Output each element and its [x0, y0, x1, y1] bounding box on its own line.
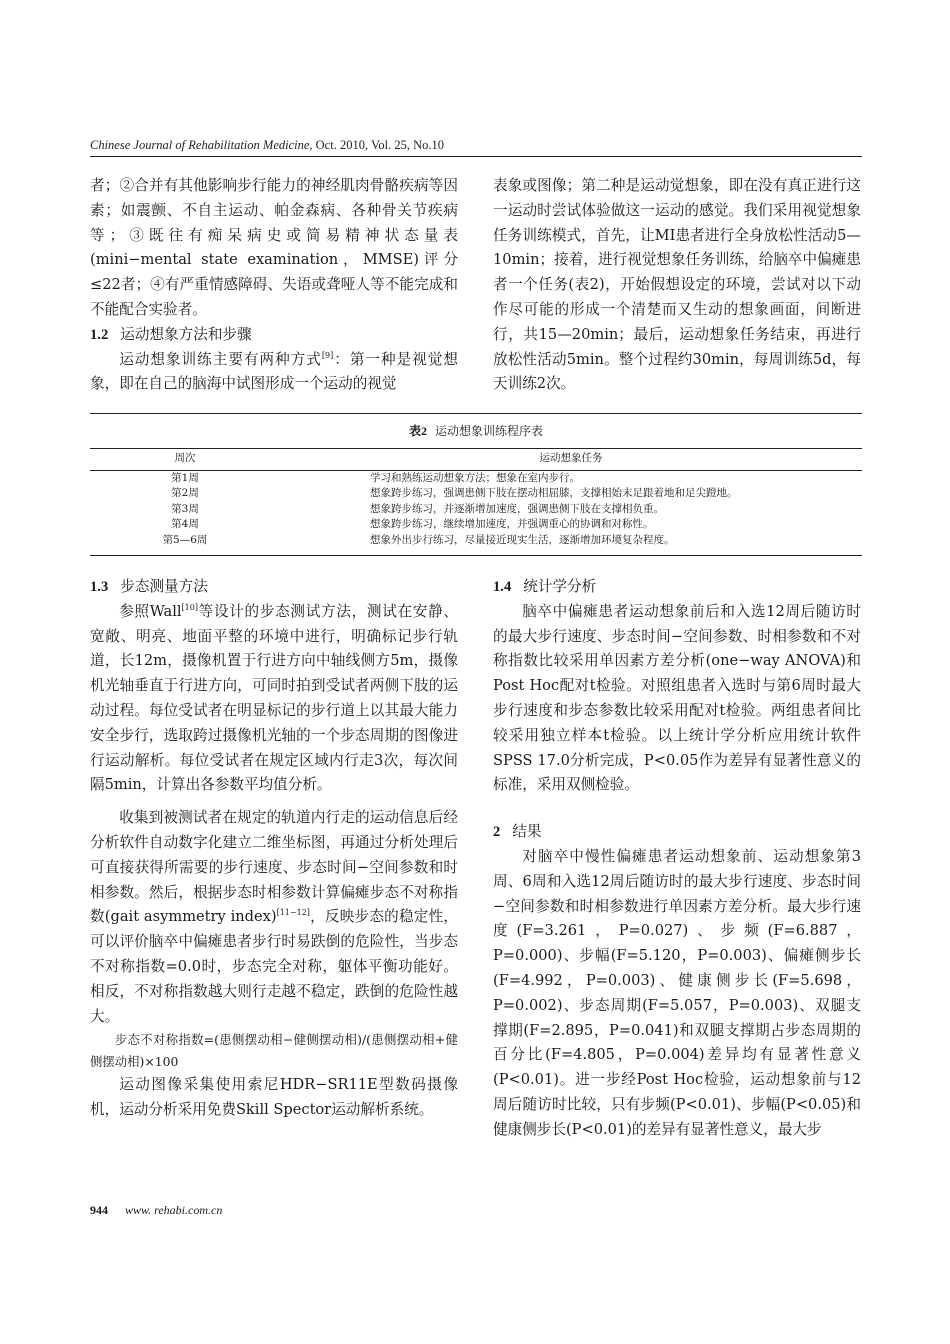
- paragraph: 运动想象训练主要有两种方式[9]：第一种是视觉想象，即在自己的脑海中试图形成一个运动的视觉: [90, 350, 458, 393]
- section-heading-1-2: 1.2 运动想象方法和步骤: [90, 325, 252, 343]
- column-header-task: 运动想象任务: [280, 450, 862, 470]
- left-column-top: [90, 174, 458, 397]
- table-row: 第1周 学习和熟练运动想象方法；想象在室内步行。: [171, 471, 580, 484]
- section-heading-2: 2 结果: [493, 823, 542, 841]
- right-column-top: [493, 174, 861, 397]
- paragraph: 表象或图像；第二种是运动觉想象，即在没有真正进行这一运动时尝试体验做这一运动的感觉。我们采用视觉想象任务训练模式，首先，让MI患者进行全身放松性活动5—10min；接着，进行视觉想象任务训练，给脑卒中偏瘫患者一个任务(表2)，开始假想设定的环境，尝试对以下动作尽可能的形成一个清楚而又生动的想象画面，间断进行，共15—20min；最后，运动想象任务结束，再进行放松性活动5min。整个过程约30min，每周训练5d，每天训练2次。: [493, 177, 861, 393]
- paragraph: 收集到被测试者在规定的轨道内行走的运动信息后经分析软件自动数字化建立二维坐标图，再通过分析处理后可直接获得所需要的步行速度、步态时间−空间参数和时相参数。然后，根据步态时相参数计算偏瘫步态不对称指数(gait asymmetry index)[11−12]，反映步态的稳定性，可以评价脑卒中偏瘫患者步行时易跌倒的危险性，当步态不对称指数=0.0时，步态完全对称，躯体平衡功能好。相反，不对称指数越大则行走越不稳定，跌倒的危险性越大。: [90, 809, 458, 1025]
- paragraph: 者；②合并有其他影响步行能力的神经肌肉骨骼疾病等因素；如震颤、不自主运动、帕金森病、各种骨关节疾病等；③既往有痴呆病史或简易精神状态量表(mini−mental state examination，MMSE)评分≤22者；④有严重情感障碍、失语或聋哑人等不能完成和不能配合实验者。: [90, 177, 458, 318]
- page-footer: [90, 1203, 222, 1218]
- section-heading-1-3: 1.3 步态测量方法: [90, 578, 208, 595]
- formula: 步态不对称指数=(患侧摆动相−健侧摆动相)/(患侧摆动相+健侧摆动相)×100: [90, 1032, 458, 1070]
- right-column-bottom: [493, 575, 861, 1143]
- page-number: 944: [90, 1203, 108, 1217]
- table-number: 表2: [408, 424, 427, 438]
- citation[interactable]: [11−12]: [276, 908, 310, 918]
- table-caption: [90, 422, 862, 439]
- left-column-bottom: [90, 575, 458, 1123]
- table-bottom-rule: [90, 555, 862, 556]
- journal-name: Chinese Journal of Rehabilitation Medicine,: [90, 138, 313, 152]
- table-top-rule: [90, 413, 862, 414]
- section-heading-1-4: 1.4 统计学分析: [493, 578, 597, 595]
- header-rule: [90, 156, 862, 157]
- table-title: 运动想象训练程序表: [435, 424, 544, 438]
- citation[interactable]: [9]: [321, 350, 334, 360]
- footer-url[interactable]: www. rehabi.com.cn: [125, 1203, 223, 1217]
- paragraph: 对脑卒中慢性偏瘫患者运动想象前、运动想象第3周、6周和入选12周后随访时的最大步行速度、步态时间−空间参数和时相参数进行单因素方差分析。最大步行速度(F=3.261，P=0.027)、步频(F=6.887，P=0.000)、步幅(F=5.120，P=0.003)、偏瘫侧步长(F=4.992，P=0.003)、健康侧步长(F=5.698，P=0.002)、步态周期(F=5.057，P=0.003)、双腿支撑期(F=2.895，P=0.041)和双腿支撑期占步态周期的百分比(F=4.805，P=0.004)差异均有显著性意义(P<0.01)。进一步经Post Hoc检验，运动想象前与12周后随访时比较，只有步频(P<0.01)、步幅(P<0.05)和健康侧步长(P<0.01)的差异有显著性意义，最大步: [493, 847, 861, 1138]
- table-row: 第2周 想象跨步练习，强调患侧下肢在摆动相屈膝，支撑相始末足跟着地和足尖蹬地。: [171, 487, 738, 500]
- paragraph: 脑卒中偏瘫患者运动想象前后和入选12周后随访时的最大步行速度、步态时间−空间参数、时相参数和不对称指数比较采用单因素方差分析(one−way ANOVA)和Post Hoc配对t检验。对照组患者入选时与第6周时最大步行速度和步态参数比较采用配对t检验。两组患者间比较采用独立样本t检验。以上统计学分析应用统计软件SPSS 17.0分析完成，P<0.05作为差异有显著性意义的标准，采用双侧检验。: [493, 602, 861, 794]
- column-header-week: 周次: [90, 450, 280, 470]
- issue-info: Oct. 2010, Vol. 25, No.10: [315, 138, 445, 152]
- running-header: [90, 138, 860, 153]
- table-header-rule: [90, 448, 862, 449]
- training-schedule-table: [90, 450, 862, 549]
- table-row: 第4周 想象跨步练习，继续增加速度，并强调重心的协调和对称性。: [171, 518, 654, 531]
- citation[interactable]: [10]: [181, 602, 198, 612]
- table-row: 第3周 想象跨步练习，并逐渐增加速度，强调患侧下肢在支撑相负重。: [171, 502, 664, 515]
- paragraph: 运动图像采集使用索尼HDR−SR11E型数码摄像机，运动分析采用免费Skill Spector运动解析系统。: [90, 1076, 458, 1119]
- paragraph: 参照Wall[10]等设计的步态测试方法，测试在安静、宽敞、明亮、地面平整的环境中进行，明确标记步行轨道，长12m，摄像机置于行进方向中轴线侧方5m，摄像机光轴垂直于行进方向，可同时拍到受试者两侧下肢的运动过程。每位受试者在明显标记的步行道上以其最大能力安全步行，选取跨过摄像机光轴的一个步态周期的图像进行运动解析。每位受试者在规定区域内行走3次，每次间隔5min，计算出各参数平均值分析。: [90, 602, 458, 794]
- table-row: 第5—6周 想象外出步行练习，尽量接近现实生活，逐渐增加环境复杂程度。: [162, 533, 675, 546]
